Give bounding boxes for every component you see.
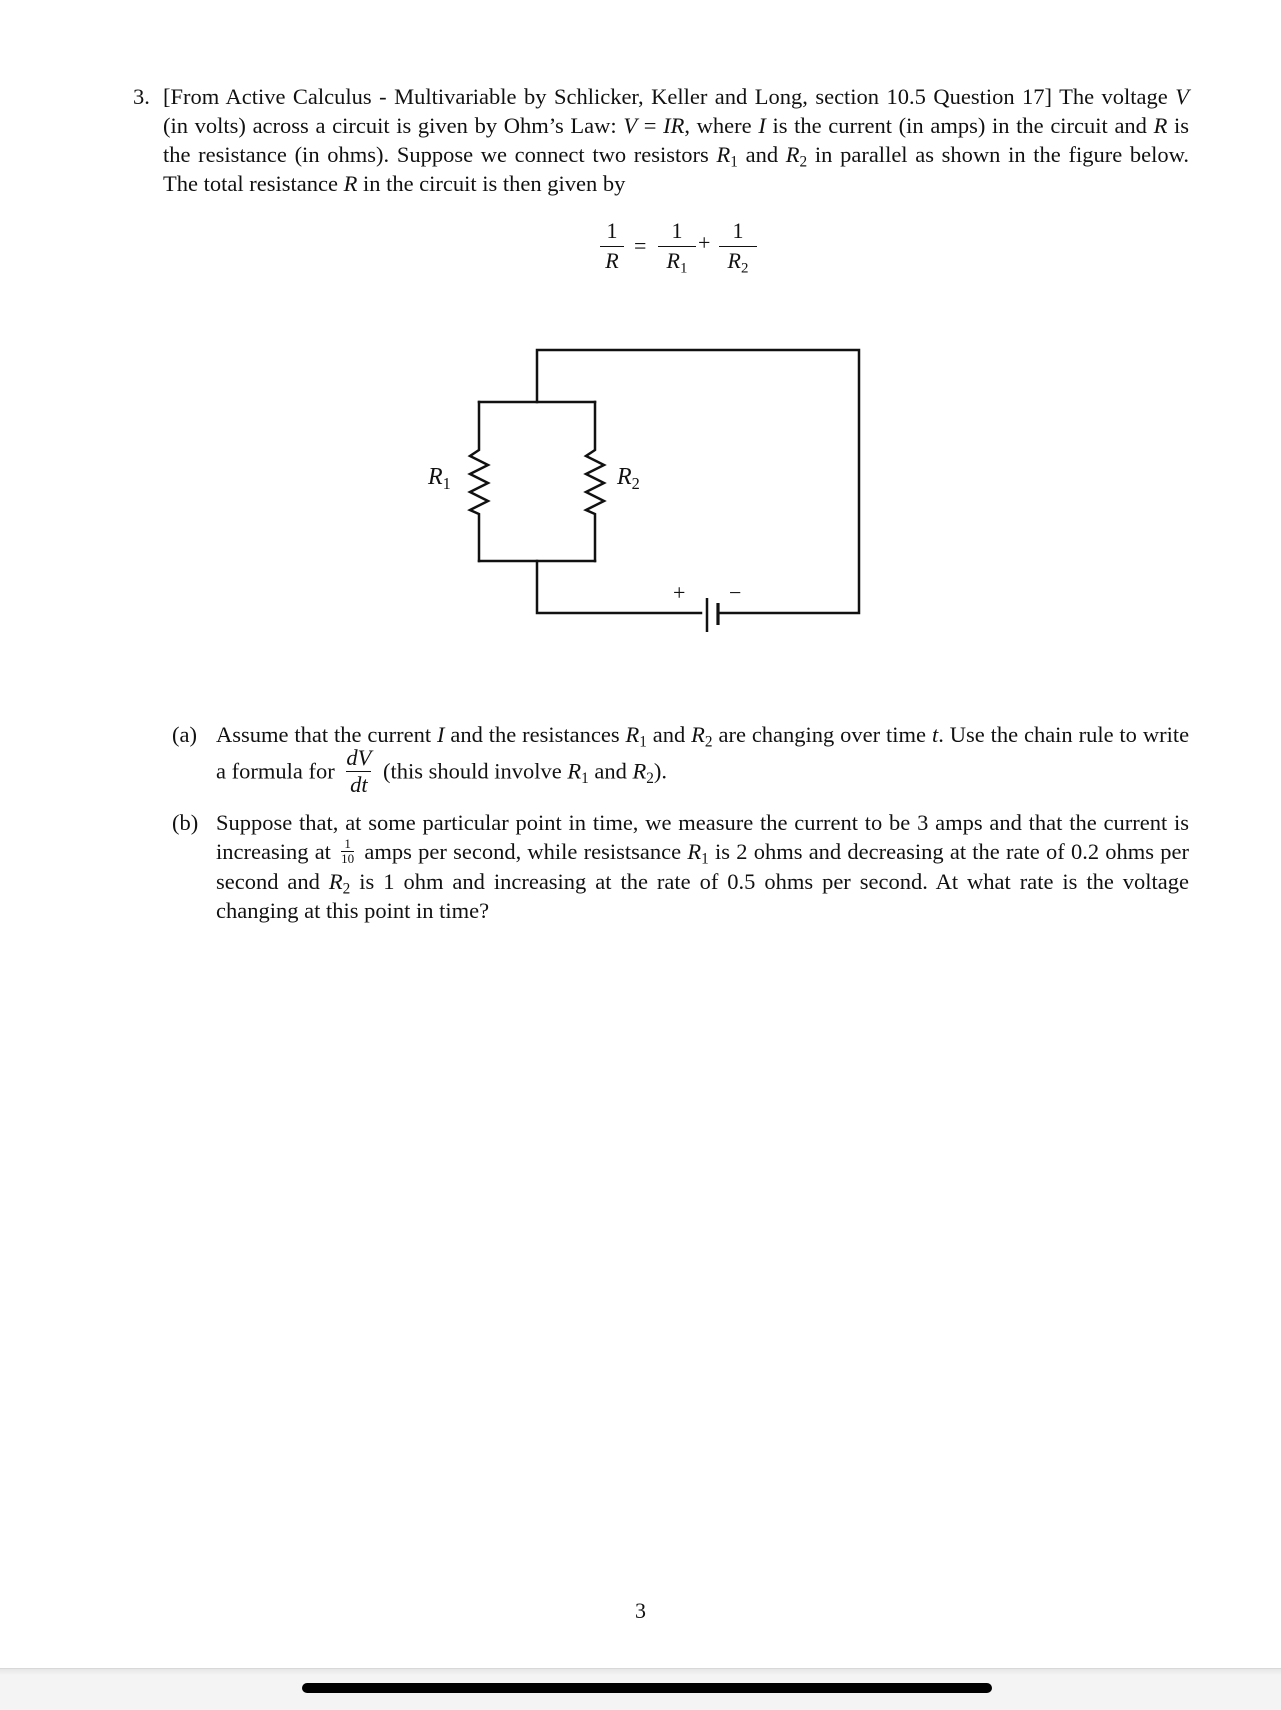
label-r2: $R_2$ (617, 464, 640, 493)
one-tenth-fraction: $\frac{1}{10}$ (341, 836, 355, 867)
home-indicator-bar[interactable] (302, 1683, 992, 1693)
resistor-r2 (586, 402, 604, 561)
formula-equals: = (634, 233, 647, 258)
part-a (172, 720, 1189, 798)
formula-plus: + (698, 230, 711, 255)
battery-plus-sign: + (673, 580, 686, 605)
page-number: 3 (635, 1598, 646, 1623)
label-r1: $R_1$ (428, 464, 451, 493)
part-b-label: (b) (172, 810, 199, 835)
parallel-resistance-formula (0, 219, 1281, 283)
part-a-text: Assume that the current I and the resistances $R_1$ and $R_2$ are changing over time t. Use the chain rule to write a formula for $\frac{dV}{dt}$ (this should involve $R_1$ and $R_2$). (216, 722, 1190, 797)
formula-fraction-r2: 1 $R_2$ (719, 219, 757, 273)
part-b-text: Suppose that, at some particular point in time, we measure the current to be 3 amps and that the current is increasing at $\frac{1}{10}$ amps per second, while resistsance $R_1$ is 2 ohms and decreasing at the rate of 0.2 ohms per second and $R_2$ is 1 ohm and increasing at the rate of 0.5 ohms per second. At what rate is the voltage changing at this point in time? (216, 810, 1190, 924)
formula-lhs-fraction: 1 R (600, 219, 624, 273)
problem-parts (172, 720, 1189, 935)
formula-fraction-r1: 1 $R_1$ (658, 219, 696, 273)
circuit-top-wire (537, 350, 859, 613)
part-a-label: (a) (172, 722, 197, 747)
part-b (172, 808, 1189, 925)
battery-minus-sign: − (729, 580, 742, 605)
dv-dt-fraction: $\frac{dV}{dt}$ (346, 745, 372, 797)
problem-statement (133, 82, 1189, 198)
problem-number: 3. (133, 84, 150, 109)
resistor-r1 (470, 402, 488, 561)
problem-body: [From Active Calculus - Multivariable by Schlicker, Keller and Long, section 10.5 Question 17] The voltage V (in volts) across a circuit is given by Ohm’s Law: V = IR, where I is the current (in amps) in the circuit and R is the resistance (in ohms). Suppose we connect two resistors $R_1$ and $R_2$ in parallel as shown in the figure below. The total resistance R in the circuit is then given by (163, 84, 1190, 196)
